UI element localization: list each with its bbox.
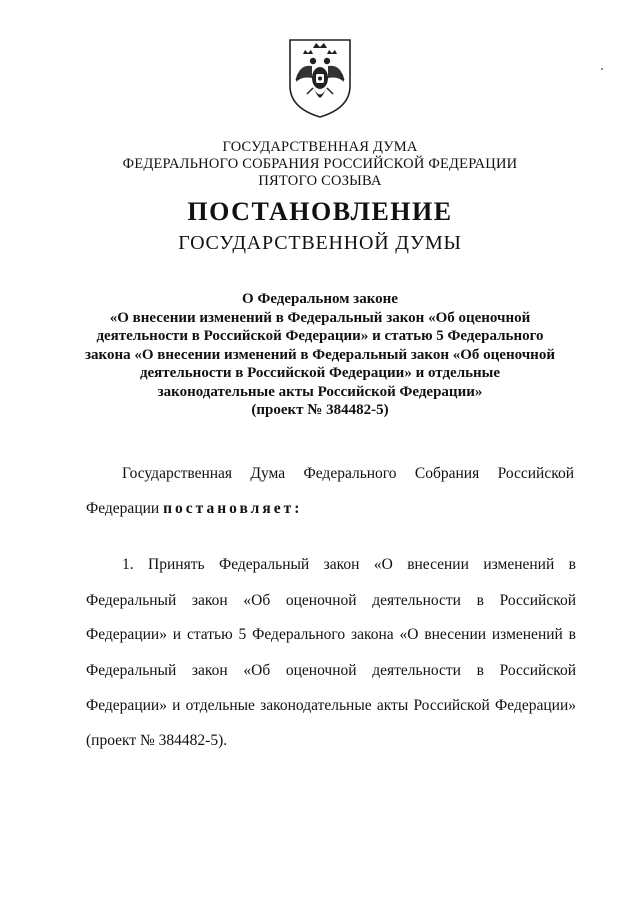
item1-line: Федерации» и отдельные законодательные акты Российской Федерации» bbox=[86, 697, 576, 714]
preamble-line-1: Государственная Дума Федерального Собрания Российской bbox=[122, 465, 574, 482]
header-line-3: ПЯТОГО СОЗЫВА bbox=[258, 173, 382, 189]
coat-of-arms-emblem bbox=[286, 36, 354, 120]
item1-line: Федеральный закон «Об оценочной деятельности в Российской bbox=[86, 592, 576, 609]
header-line-2: ФЕДЕРАЛЬНОГО СОБРАНИЯ РОССИЙСКОЙ ФЕДЕРАЦИИ bbox=[122, 156, 518, 172]
item1-line: 1. Принять Федеральный закон «О внесении изменений в bbox=[122, 556, 576, 573]
item1-line: Федеральный закон «Об оценочной деятельности в Российской bbox=[86, 662, 576, 679]
document-title: ПОСТАНОВЛЕНИЕ bbox=[187, 197, 453, 226]
subject-line: «О внесении изменений в Федеральный закон «Об оценочной bbox=[109, 309, 531, 326]
preamble-line-2 bbox=[86, 500, 576, 518]
subject-line: закона «О внесении изменений в Федеральный закон «Об оценочной bbox=[85, 346, 555, 363]
document-subtitle: ГОСУДАРСТВЕННОЙ ДУМЫ bbox=[178, 232, 462, 254]
subject-line: (проект № 384482-5) bbox=[251, 402, 389, 418]
preamble-decree-word: постановляет: bbox=[163, 500, 303, 517]
subject-line: деятельности в Российской Федерации» и статью 5 Федерального bbox=[96, 328, 544, 344]
item1-line: (проект № 384482-5). bbox=[86, 732, 228, 749]
subject-line: законодательные акты Российской Федерации» bbox=[157, 383, 483, 400]
header-line-1: ГОСУДАРСТВЕННАЯ ДУМА bbox=[222, 139, 418, 155]
item1-line: Федерации» и статью 5 Федерального закона «О внесении изменений в bbox=[86, 626, 576, 643]
preamble-prefix: Федерации bbox=[86, 500, 160, 517]
subject-line: деятельности в Российской Федерации» и отдельные bbox=[139, 365, 501, 381]
subject-line: О Федеральном законе bbox=[242, 291, 398, 307]
scan-mark bbox=[601, 68, 603, 70]
subject-block bbox=[80, 290, 560, 420]
